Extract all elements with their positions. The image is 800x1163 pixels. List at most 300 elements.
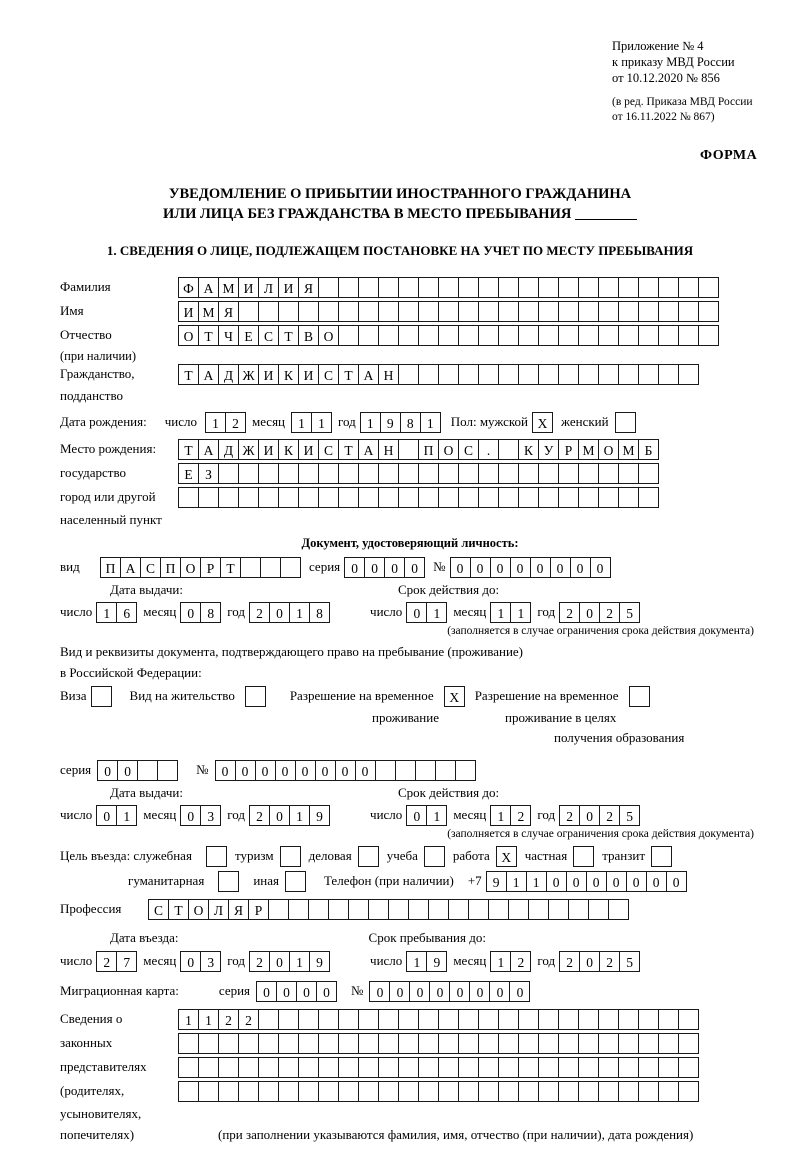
stay-issue-month-cells[interactable]: [180, 805, 221, 826]
cell[interactable]: [498, 277, 519, 298]
cell[interactable]: 2: [249, 805, 270, 826]
cell[interactable]: [578, 487, 599, 508]
cell[interactable]: Т: [168, 899, 189, 920]
cell[interactable]: С: [318, 364, 339, 385]
cell[interactable]: [398, 364, 419, 385]
cell[interactable]: 1: [506, 871, 527, 892]
cell[interactable]: 8: [400, 412, 421, 433]
cell[interactable]: [598, 1033, 619, 1054]
entry-month-cells[interactable]: [180, 951, 221, 972]
cell[interactable]: [468, 899, 489, 920]
cell[interactable]: 1: [426, 602, 447, 623]
cell[interactable]: [318, 1033, 339, 1054]
cell[interactable]: [458, 487, 479, 508]
cell[interactable]: [438, 1057, 459, 1078]
cell[interactable]: 0: [606, 871, 627, 892]
cell[interactable]: [598, 463, 619, 484]
cell[interactable]: [378, 487, 399, 508]
cell[interactable]: 1: [311, 412, 332, 433]
cell[interactable]: Е: [178, 463, 199, 484]
birth-year-cells[interactable]: [360, 412, 441, 433]
cell[interactable]: 1: [426, 805, 447, 826]
cell[interactable]: 0: [180, 602, 201, 623]
cell[interactable]: О: [598, 439, 619, 460]
cell[interactable]: [218, 463, 239, 484]
cell[interactable]: [428, 899, 449, 920]
cell[interactable]: 0: [579, 602, 600, 623]
cell[interactable]: [178, 1033, 199, 1054]
cell[interactable]: [418, 325, 439, 346]
cell[interactable]: [398, 487, 419, 508]
cell[interactable]: [678, 1081, 699, 1102]
cell[interactable]: [308, 899, 329, 920]
stay-until-month-cells[interactable]: [490, 951, 531, 972]
cell[interactable]: [578, 364, 599, 385]
cell[interactable]: [358, 301, 379, 322]
cell[interactable]: [278, 301, 299, 322]
cell[interactable]: 0: [276, 981, 297, 1002]
cell[interactable]: [318, 1057, 339, 1078]
cell[interactable]: 3: [200, 805, 221, 826]
cell[interactable]: 0: [269, 951, 290, 972]
cell[interactable]: 1: [420, 412, 441, 433]
cell[interactable]: 9: [380, 412, 401, 433]
cell[interactable]: 0: [450, 557, 471, 578]
cell[interactable]: 6: [116, 602, 137, 623]
cell[interactable]: 0: [269, 805, 290, 826]
cell[interactable]: 1: [490, 805, 511, 826]
cell[interactable]: [298, 1009, 319, 1030]
cell[interactable]: [298, 301, 319, 322]
cell[interactable]: [338, 1057, 359, 1078]
cell[interactable]: 0: [384, 557, 405, 578]
cell[interactable]: О: [188, 899, 209, 920]
cell[interactable]: [638, 1081, 659, 1102]
purpose-business-checkbox[interactable]: [358, 846, 379, 867]
stay-valid-month-cells[interactable]: [490, 805, 531, 826]
cell[interactable]: 0: [215, 760, 236, 781]
cell[interactable]: [258, 1009, 279, 1030]
cell[interactable]: [395, 760, 416, 781]
cell[interactable]: [338, 487, 359, 508]
cell[interactable]: Ж: [238, 364, 259, 385]
doc-issue-month-cells[interactable]: [180, 602, 221, 623]
purpose-official-checkbox[interactable]: [206, 846, 227, 867]
cell[interactable]: М: [198, 301, 219, 322]
cell[interactable]: [598, 301, 619, 322]
cell[interactable]: [478, 325, 499, 346]
cell[interactable]: [698, 325, 719, 346]
cell[interactable]: [218, 1057, 239, 1078]
cell[interactable]: 8: [309, 602, 330, 623]
stay-valid-year-cells[interactable]: [559, 805, 640, 826]
cell[interactable]: 2: [249, 951, 270, 972]
cell[interactable]: [198, 1057, 219, 1078]
cell[interactable]: Р: [248, 899, 269, 920]
cell[interactable]: [338, 463, 359, 484]
cell[interactable]: Ж: [238, 439, 259, 460]
cell[interactable]: 0: [335, 760, 356, 781]
cell[interactable]: [398, 301, 419, 322]
cell[interactable]: [538, 301, 559, 322]
cell[interactable]: А: [120, 557, 141, 578]
cell[interactable]: [438, 301, 459, 322]
cell[interactable]: 0: [550, 557, 571, 578]
cell[interactable]: [318, 277, 339, 298]
cell[interactable]: [378, 1033, 399, 1054]
cell[interactable]: [578, 1057, 599, 1078]
cell[interactable]: Л: [258, 277, 279, 298]
cell[interactable]: [398, 439, 419, 460]
cell[interactable]: [278, 1057, 299, 1078]
cell[interactable]: [578, 277, 599, 298]
cell[interactable]: [408, 899, 429, 920]
cell[interactable]: [518, 1009, 539, 1030]
cell[interactable]: [388, 899, 409, 920]
cell[interactable]: [398, 1009, 419, 1030]
cell[interactable]: 1: [198, 1009, 219, 1030]
cell[interactable]: [298, 487, 319, 508]
cell[interactable]: [238, 1081, 259, 1102]
cell[interactable]: 1: [291, 412, 312, 433]
cell[interactable]: 0: [97, 760, 118, 781]
cell[interactable]: 0: [666, 871, 687, 892]
cell[interactable]: 0: [449, 981, 470, 1002]
cell[interactable]: [278, 1081, 299, 1102]
cell[interactable]: [418, 1033, 439, 1054]
cell[interactable]: 0: [570, 557, 591, 578]
cell[interactable]: [478, 277, 499, 298]
cell[interactable]: Е: [238, 325, 259, 346]
purpose-transit-checkbox[interactable]: [651, 846, 672, 867]
cell[interactable]: [558, 325, 579, 346]
cell[interactable]: 1: [406, 951, 427, 972]
cell[interactable]: [438, 463, 459, 484]
cell[interactable]: [478, 1033, 499, 1054]
cell[interactable]: [638, 1033, 659, 1054]
stay-until-year-cells[interactable]: [559, 951, 640, 972]
cell[interactable]: Я: [228, 899, 249, 920]
cell[interactable]: [518, 1081, 539, 1102]
cell[interactable]: [178, 1081, 199, 1102]
cell[interactable]: [558, 364, 579, 385]
cell[interactable]: Ф: [178, 277, 199, 298]
cell[interactable]: [538, 1081, 559, 1102]
cell[interactable]: Р: [200, 557, 221, 578]
cell[interactable]: [280, 557, 301, 578]
residence-checkbox[interactable]: [245, 686, 266, 707]
cell[interactable]: [238, 463, 259, 484]
cell[interactable]: [528, 899, 549, 920]
cell[interactable]: [518, 1057, 539, 1078]
cell[interactable]: 1: [289, 805, 310, 826]
doc-issue-day-cells[interactable]: [96, 602, 137, 623]
entry-year-cells[interactable]: [249, 951, 330, 972]
cell[interactable]: [658, 1009, 679, 1030]
cell[interactable]: К: [278, 364, 299, 385]
cell[interactable]: С: [140, 557, 161, 578]
purpose-study-checkbox[interactable]: [424, 846, 445, 867]
cell[interactable]: [518, 1033, 539, 1054]
cell[interactable]: 5: [619, 951, 640, 972]
doc-valid-day-cells[interactable]: [406, 602, 447, 623]
cell[interactable]: [598, 1057, 619, 1078]
cell[interactable]: [678, 1057, 699, 1078]
purpose-work-checkbox[interactable]: X: [496, 846, 517, 867]
cell[interactable]: [318, 301, 339, 322]
cell[interactable]: [658, 1081, 679, 1102]
birthplace-cells-line1[interactable]: [178, 439, 659, 460]
cell[interactable]: [455, 760, 476, 781]
cell[interactable]: [318, 1009, 339, 1030]
cell[interactable]: [378, 463, 399, 484]
cell[interactable]: Т: [338, 364, 359, 385]
cell[interactable]: [638, 1057, 659, 1078]
cell[interactable]: [398, 277, 419, 298]
patronymic-cells[interactable]: [178, 325, 719, 346]
cell[interactable]: [178, 1057, 199, 1078]
birthplace-cells-line2[interactable]: [178, 463, 659, 484]
cell[interactable]: [358, 463, 379, 484]
stay-until-day-cells[interactable]: [406, 951, 447, 972]
cell[interactable]: [478, 487, 499, 508]
cell[interactable]: [618, 301, 639, 322]
cell[interactable]: 0: [117, 760, 138, 781]
cell[interactable]: С: [148, 899, 169, 920]
cell[interactable]: [498, 463, 519, 484]
cell[interactable]: [258, 1081, 279, 1102]
cell[interactable]: [438, 487, 459, 508]
cell[interactable]: 2: [238, 1009, 259, 1030]
cell[interactable]: О: [178, 325, 199, 346]
doc-issue-year-cells[interactable]: [249, 602, 330, 623]
cell[interactable]: 0: [404, 557, 425, 578]
cell[interactable]: [498, 487, 519, 508]
cell[interactable]: [658, 301, 679, 322]
cell[interactable]: [598, 325, 619, 346]
cell[interactable]: 9: [486, 871, 507, 892]
cell[interactable]: [338, 1033, 359, 1054]
cell[interactable]: 0: [590, 557, 611, 578]
cell[interactable]: [238, 487, 259, 508]
name-cells[interactable]: [178, 301, 719, 322]
cell[interactable]: [518, 364, 539, 385]
cell[interactable]: 2: [510, 805, 531, 826]
legal-rep-cells-4[interactable]: [178, 1081, 699, 1102]
cell[interactable]: [478, 364, 499, 385]
mc-series-cells[interactable]: [256, 981, 337, 1002]
cell[interactable]: 0: [510, 557, 531, 578]
sex-male-checkbox[interactable]: X: [532, 412, 553, 433]
cell[interactable]: [358, 1009, 379, 1030]
cell[interactable]: [358, 325, 379, 346]
cell[interactable]: [518, 325, 539, 346]
cell[interactable]: [568, 899, 589, 920]
cell[interactable]: 3: [200, 951, 221, 972]
cell[interactable]: [198, 1081, 219, 1102]
cell[interactable]: [538, 1033, 559, 1054]
cell[interactable]: [398, 1081, 419, 1102]
cell[interactable]: 0: [369, 981, 390, 1002]
cell[interactable]: 0: [566, 871, 587, 892]
cell[interactable]: И: [298, 439, 319, 460]
cell[interactable]: [438, 325, 459, 346]
cell[interactable]: [348, 899, 369, 920]
cell[interactable]: [618, 364, 639, 385]
cell[interactable]: 2: [559, 805, 580, 826]
purpose-humanitarian-checkbox[interactable]: [218, 871, 239, 892]
cell[interactable]: А: [198, 277, 219, 298]
cell[interactable]: Я: [218, 301, 239, 322]
edu-residence-checkbox[interactable]: [629, 686, 650, 707]
cell[interactable]: О: [318, 325, 339, 346]
cell[interactable]: Т: [220, 557, 241, 578]
cell[interactable]: 2: [599, 951, 620, 972]
cell[interactable]: 1: [510, 602, 531, 623]
cell[interactable]: [638, 487, 659, 508]
cell[interactable]: [498, 1081, 519, 1102]
cell[interactable]: [588, 899, 609, 920]
cell[interactable]: 2: [599, 602, 620, 623]
cell[interactable]: [538, 325, 559, 346]
cell[interactable]: [548, 899, 569, 920]
cell[interactable]: [498, 325, 519, 346]
cell[interactable]: [258, 1057, 279, 1078]
cell[interactable]: [458, 301, 479, 322]
cell[interactable]: [258, 463, 279, 484]
cell[interactable]: [618, 1033, 639, 1054]
cell[interactable]: [358, 1057, 379, 1078]
cell[interactable]: М: [618, 439, 639, 460]
cell[interactable]: .: [478, 439, 499, 460]
cell[interactable]: П: [100, 557, 121, 578]
cell[interactable]: [260, 557, 281, 578]
cell[interactable]: [418, 463, 439, 484]
cell[interactable]: [598, 364, 619, 385]
cell[interactable]: Т: [278, 325, 299, 346]
cell[interactable]: 9: [309, 951, 330, 972]
entry-day-cells[interactable]: [96, 951, 137, 972]
cell[interactable]: 0: [295, 760, 316, 781]
purpose-tourism-checkbox[interactable]: [280, 846, 301, 867]
cell[interactable]: [478, 463, 499, 484]
cell[interactable]: [658, 1033, 679, 1054]
cell[interactable]: [298, 1057, 319, 1078]
cell[interactable]: [458, 364, 479, 385]
cell[interactable]: [438, 1033, 459, 1054]
cell[interactable]: [458, 325, 479, 346]
cell[interactable]: 0: [364, 557, 385, 578]
cell[interactable]: [418, 487, 439, 508]
cell[interactable]: [678, 1009, 699, 1030]
cell[interactable]: Б: [638, 439, 659, 460]
cell[interactable]: Т: [178, 364, 199, 385]
cell[interactable]: [658, 325, 679, 346]
cell[interactable]: [698, 277, 719, 298]
cell[interactable]: [398, 1033, 419, 1054]
cell[interactable]: [298, 463, 319, 484]
cell[interactable]: [378, 325, 399, 346]
cell[interactable]: 1: [289, 602, 310, 623]
cell[interactable]: [698, 301, 719, 322]
cell[interactable]: [458, 1081, 479, 1102]
cell[interactable]: [378, 277, 399, 298]
cell[interactable]: Д: [218, 439, 239, 460]
cell[interactable]: [258, 487, 279, 508]
cell[interactable]: Д: [218, 364, 239, 385]
cell[interactable]: [318, 463, 339, 484]
cell[interactable]: 1: [490, 602, 511, 623]
cell[interactable]: [178, 487, 199, 508]
cell[interactable]: С: [318, 439, 339, 460]
profession-cells[interactable]: [148, 899, 629, 920]
cell[interactable]: [418, 1081, 439, 1102]
cell[interactable]: [678, 301, 699, 322]
cell[interactable]: [498, 439, 519, 460]
cell[interactable]: 1: [289, 951, 310, 972]
cell[interactable]: 0: [256, 981, 277, 1002]
cell[interactable]: 2: [510, 951, 531, 972]
cell[interactable]: 0: [344, 557, 365, 578]
cell[interactable]: [438, 277, 459, 298]
cell[interactable]: 2: [559, 951, 580, 972]
cell[interactable]: 0: [579, 951, 600, 972]
cell[interactable]: 2: [225, 412, 246, 433]
cell[interactable]: [518, 463, 539, 484]
cell[interactable]: В: [298, 325, 319, 346]
cell[interactable]: Ч: [218, 325, 239, 346]
cell[interactable]: Т: [178, 439, 199, 460]
cell[interactable]: [338, 301, 359, 322]
cell[interactable]: И: [258, 364, 279, 385]
cell[interactable]: [448, 899, 469, 920]
cell[interactable]: Н: [378, 364, 399, 385]
cell[interactable]: [578, 1033, 599, 1054]
cell[interactable]: [435, 760, 456, 781]
cell[interactable]: С: [258, 325, 279, 346]
cell[interactable]: [378, 1009, 399, 1030]
cell[interactable]: [538, 1009, 559, 1030]
cell[interactable]: [498, 301, 519, 322]
cell[interactable]: [268, 899, 289, 920]
cell[interactable]: [198, 1033, 219, 1054]
cell[interactable]: [137, 760, 158, 781]
legal-rep-cells-1[interactable]: [178, 1009, 699, 1030]
cell[interactable]: [278, 487, 299, 508]
cell[interactable]: [358, 277, 379, 298]
cell[interactable]: 0: [406, 602, 427, 623]
cell[interactable]: [398, 1057, 419, 1078]
cell[interactable]: 1: [205, 412, 226, 433]
cell[interactable]: [638, 325, 659, 346]
cell[interactable]: [618, 1009, 639, 1030]
cell[interactable]: [438, 1009, 459, 1030]
cell[interactable]: 0: [355, 760, 376, 781]
cell[interactable]: 2: [559, 602, 580, 623]
cell[interactable]: 1: [526, 871, 547, 892]
cell[interactable]: [338, 325, 359, 346]
cell[interactable]: [288, 899, 309, 920]
cell[interactable]: [638, 1009, 659, 1030]
cell[interactable]: И: [178, 301, 199, 322]
cell[interactable]: [618, 1081, 639, 1102]
cell[interactable]: 0: [296, 981, 317, 1002]
cell[interactable]: [415, 760, 436, 781]
cell[interactable]: [578, 325, 599, 346]
cell[interactable]: [238, 1057, 259, 1078]
birth-month-cells[interactable]: [291, 412, 332, 433]
cell[interactable]: [578, 1081, 599, 1102]
